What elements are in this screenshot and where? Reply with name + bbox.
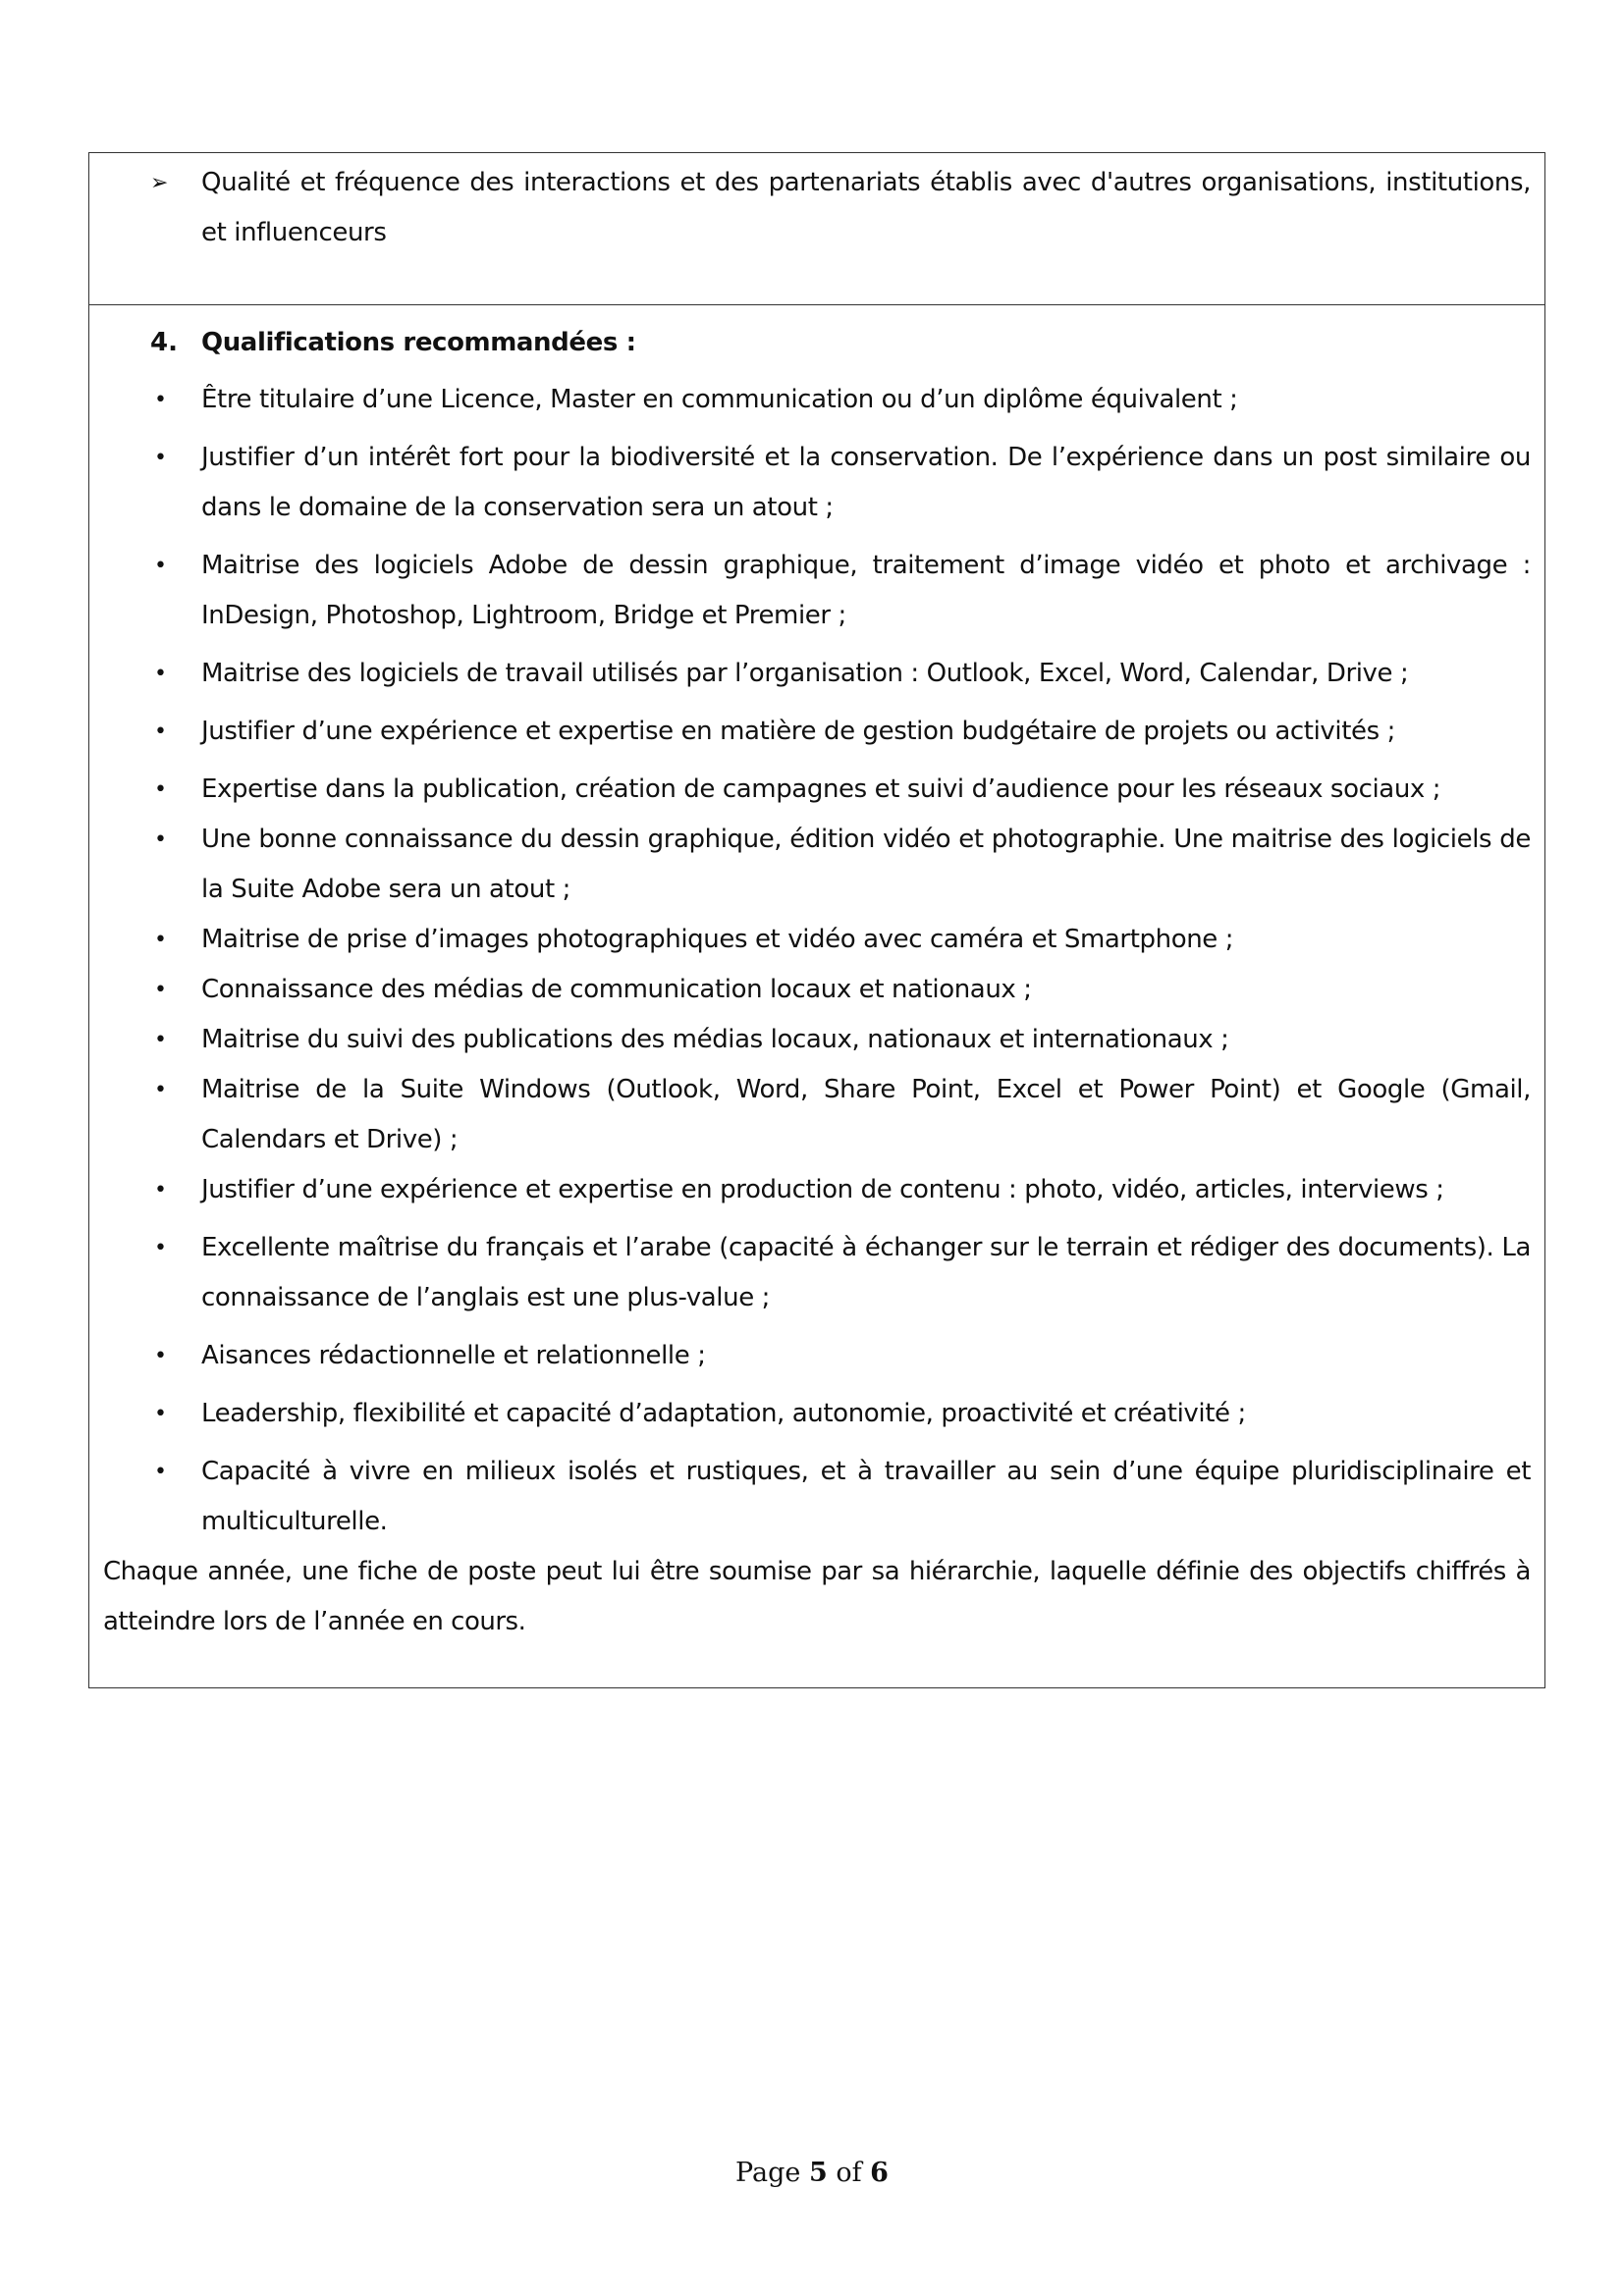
- bullet-icon: •: [154, 554, 167, 578]
- qualification-item: [89, 541, 1544, 641]
- page-footer: [0, 2158, 1624, 2188]
- qualification-item: [89, 1015, 1544, 1065]
- page-label: Page: [735, 2158, 801, 2188]
- bullet-icon: •: [154, 1028, 167, 1052]
- qualification-item: [89, 649, 1544, 699]
- qualifications-list: [89, 375, 1544, 1547]
- qualification-text: Expertise dans la publication, création de campagnes et suivi d’audience pour les réseaux sociaux ;: [201, 774, 1441, 804]
- bullet-icon: •: [154, 1402, 167, 1426]
- qualification-item: [89, 965, 1544, 1015]
- qualification-item: [89, 765, 1544, 815]
- qualification-text: Maitrise du suivi des publications des médias locaux, nationaux et internationaux ;: [201, 1025, 1229, 1054]
- qualification-text: Connaissance des médias de communication locaux et nationaux ;: [201, 975, 1032, 1004]
- indicator-list: [89, 158, 1544, 258]
- qualification-text: Justifier d’une expérience et expertise en production de contenu : photo, vidéo, articles, interviews ;: [201, 1175, 1444, 1204]
- qualification-item: [89, 1065, 1544, 1165]
- closing-paragraph: Chaque année, une fiche de poste peut lui être soumise par sa hiérarchie, laquelle définie des objectifs chiffrés à atteindre lors de l’année en cours.: [103, 1557, 1531, 1636]
- qualification-item: [89, 1223, 1544, 1323]
- qualification-item: [89, 707, 1544, 757]
- qualification-item: [89, 1447, 1544, 1547]
- qualification-text: Une bonne connaissance du dessin graphique, édition vidéo et photographie. Une maitrise des logiciels de la Suite Adobe sera un atout ;: [201, 825, 1531, 904]
- section-heading: [89, 318, 1544, 367]
- bullet-icon: •: [154, 388, 167, 412]
- section-title: Qualifications recommandées :: [201, 328, 636, 357]
- qualification-text: Leadership, flexibilité et capacité d’adaptation, autonomie, proactivité et créativité ;: [201, 1399, 1246, 1428]
- bullet-icon: •: [154, 1178, 167, 1202]
- qualification-item: [89, 1165, 1544, 1215]
- qualification-item: [89, 375, 1544, 425]
- list-item-text: Qualité et fréquence des interactions et des partenariats établis avec d'autres organisations, institutions, et influenceurs: [201, 168, 1531, 247]
- qualification-item: [89, 1389, 1544, 1439]
- qualification-text: Aisances rédactionnelle et relationnelle ;: [201, 1341, 706, 1370]
- qualification-text: Maitrise de prise d’images photographiques et vidéo avec caméra et Smartphone ;: [201, 925, 1234, 954]
- qualification-item: [89, 915, 1544, 965]
- bullet-icon: •: [154, 978, 167, 1002]
- qualification-text: Être titulaire d’une Licence, Master en communication ou d’un diplôme équivalent ;: [201, 385, 1238, 414]
- qualification-item: [89, 1331, 1544, 1381]
- qualification-text: Justifier d’un intérêt fort pour la biodiversité et la conservation. De l’expérience dans un post similaire ou dans le domaine de la conservation sera un atout ;: [201, 443, 1531, 522]
- qualification-text: Excellente maîtrise du français et l’arabe (capacité à échanger sur le terrain et rédiger des documents). La connaissance de l’anglais est une plus-value ;: [201, 1233, 1531, 1312]
- qualification-text: Justifier d’une expérience et expertise en matière de gestion budgétaire de projets ou activités ;: [201, 717, 1395, 746]
- bullet-icon: •: [154, 828, 167, 852]
- arrow-bullet-icon: ➢: [150, 171, 169, 195]
- bullet-icon: •: [154, 720, 167, 744]
- table-row-indicators: [88, 152, 1545, 306]
- bullet-icon: •: [154, 777, 167, 802]
- qualification-text: Maitrise des logiciels de travail utilisés par l’organisation : Outlook, Excel, Word, Calendar, Drive ;: [201, 659, 1409, 688]
- qualification-text: Maitrise de la Suite Windows (Outlook, Word, Share Point, Excel et Power Point) et Google (Gmail, Calendars et Drive) ;: [201, 1075, 1531, 1154]
- page-total: 6: [870, 2158, 889, 2188]
- qualification-item: [89, 433, 1544, 533]
- bullet-icon: •: [154, 446, 167, 470]
- list-item: [89, 158, 1544, 258]
- bullet-icon: •: [154, 928, 167, 952]
- qualification-text: Capacité à vivre en milieux isolés et rustiques, et à travailler au sein d’une équipe pluridisciplinaire et multiculturelle.: [201, 1457, 1531, 1536]
- bullet-icon: •: [154, 1236, 167, 1260]
- qualification-text: Maitrise des logiciels Adobe de dessin graphique, traitement d’image vidéo et photo et archivage : InDesign, Photoshop, Lightroom, Bridge et Premier ;: [201, 551, 1531, 630]
- table-row-qualifications: [88, 304, 1545, 1688]
- bullet-icon: •: [154, 1344, 167, 1368]
- page-current: 5: [808, 2158, 828, 2188]
- bullet-icon: •: [154, 662, 167, 686]
- section-number: 4.: [150, 328, 178, 357]
- bullet-icon: •: [154, 1078, 167, 1102]
- bullet-icon: •: [154, 1460, 167, 1484]
- page-of: of: [836, 2158, 862, 2188]
- qualification-item: [89, 815, 1544, 915]
